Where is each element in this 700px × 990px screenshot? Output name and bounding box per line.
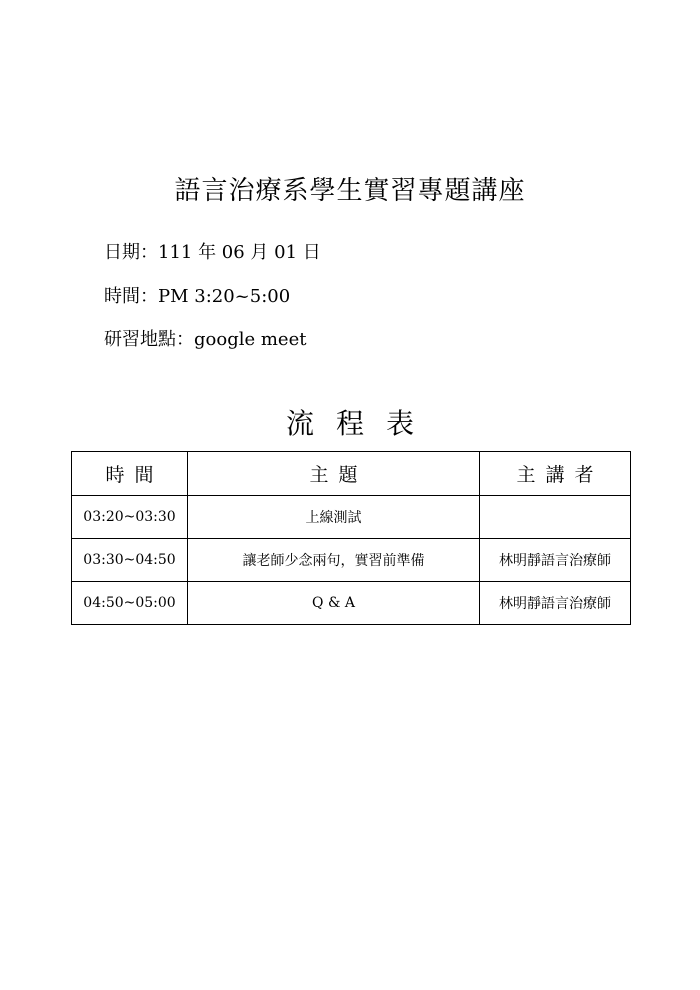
cell-time: 03:30~04:50: [72, 539, 188, 582]
event-time: 時間：PM 3:20~5:00: [104, 286, 291, 307]
column-header-time: 時間: [72, 452, 188, 496]
page-title: 語言治療系學生實習專題講座: [174, 176, 526, 206]
column-header-topic: 主題: [188, 452, 480, 496]
column-header-speaker: 主講者: [480, 452, 631, 496]
cell-topic: 上線測試: [188, 496, 480, 539]
cell-speaker: [480, 496, 631, 539]
cell-time: 04:50~05:00: [72, 582, 188, 625]
event-location: 研習地點：google meet: [104, 329, 307, 350]
table-row: [72, 582, 631, 625]
table-header-row: [72, 452, 631, 496]
schedule-table: [71, 451, 631, 625]
cell-speaker: 林明靜語言治療師: [480, 539, 631, 582]
cell-time: 03:20~03:30: [72, 496, 188, 539]
cell-speaker: 林明靜語言治療師: [480, 582, 631, 625]
schedule-heading: 流程表: [285, 407, 436, 440]
table-row: [72, 496, 631, 539]
table-row: [72, 539, 631, 582]
cell-topic: 讓老師少念兩句，實習前準備: [188, 539, 480, 582]
cell-topic: Q & A: [188, 582, 480, 625]
event-date: 日期：111 年 06 月 01 日: [104, 242, 321, 263]
